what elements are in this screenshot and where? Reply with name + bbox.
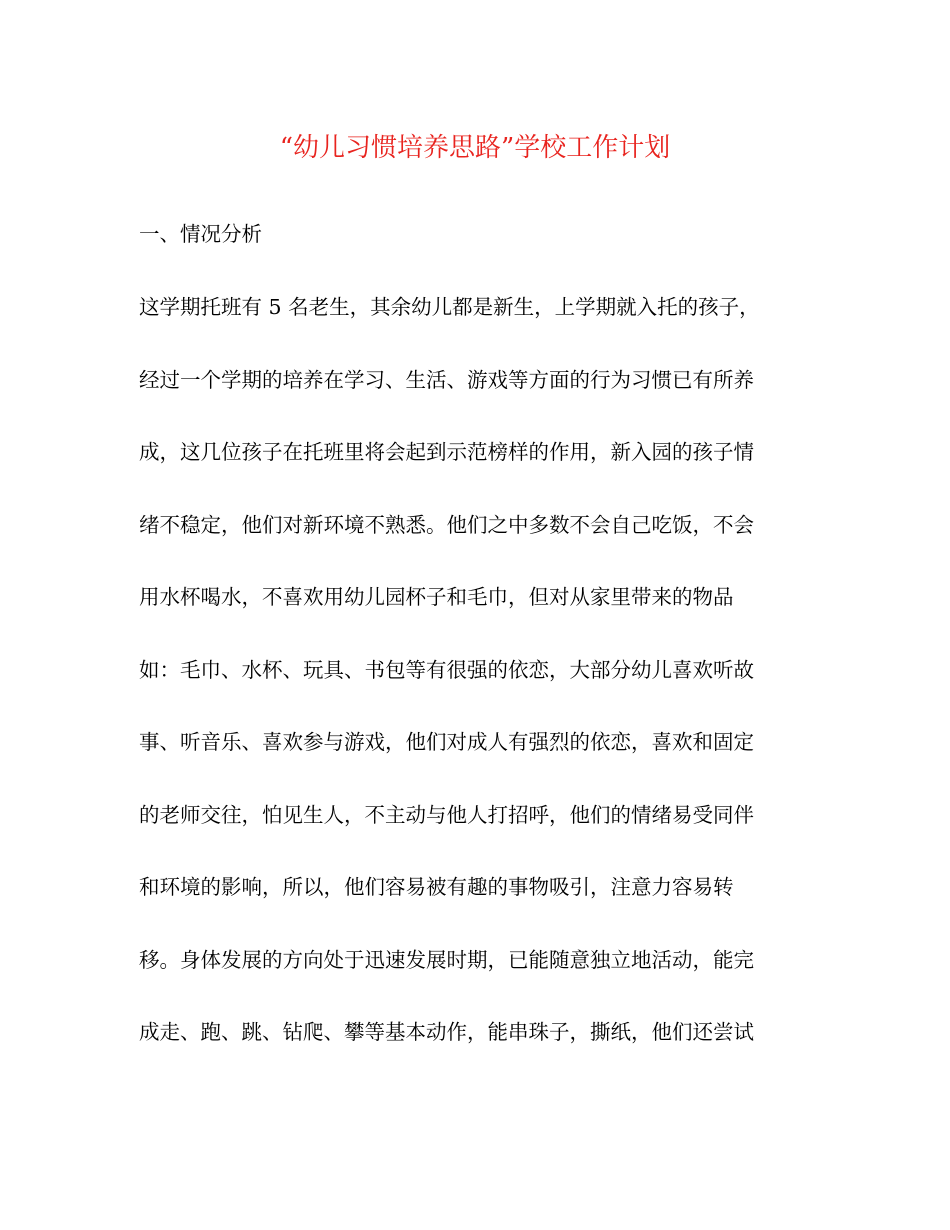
paragraph-line: 成，这几位孩子在托班里将会起到示范榜样的作用，新入园的孩子情 [139, 440, 754, 464]
paragraph-line: 的老师交往，怕见生人，不主动与他人打招呼，他们的情绪易受同伴 [139, 802, 754, 827]
body-paragraph [139, 289, 811, 1087]
paragraph-line: 如：毛巾、水杯、玩具、书包等有很强的依恋，大部分幼儿喜欢听故 [139, 657, 754, 682]
paragraph-line: 用水杯喝水，不喜欢用幼儿园杯子和毛巾，但对从家里带来的物品 [139, 585, 734, 609]
document-title: “幼儿习惯培养思路”学校工作计划 [279, 133, 671, 163]
paragraph-line: 事、听音乐、喜欢参与游戏，他们对成人有强烈的依恋，喜欢和固定 [139, 730, 754, 754]
paragraph-line: 这学期托班有 5 名老生，其余幼儿都是新生，上学期就入托的孩子， [139, 295, 760, 319]
section-heading: 一、情况分析 [139, 222, 262, 246]
paragraph-line: 和环境的影响，所以，他们容易被有趣的事物吸引，注意力容易转 [139, 875, 734, 899]
paragraph-line: 移。身体发展的方向处于迅速发展时期，已能随意独立地活动，能完 [139, 947, 754, 972]
paragraph-line: 绪不稳定，他们对新环境不熟悉。他们之中多数不会自己吃饭，不会 [139, 512, 754, 537]
paragraph-line: 成走、跑、跳、钻爬、攀等基本动作，能串珠子，撕纸，他们还尝试 [139, 1020, 754, 1044]
paragraph-line: 经过一个学期的培养在学习、生活、游戏等方面的行为习惯已有所养 [139, 367, 754, 392]
